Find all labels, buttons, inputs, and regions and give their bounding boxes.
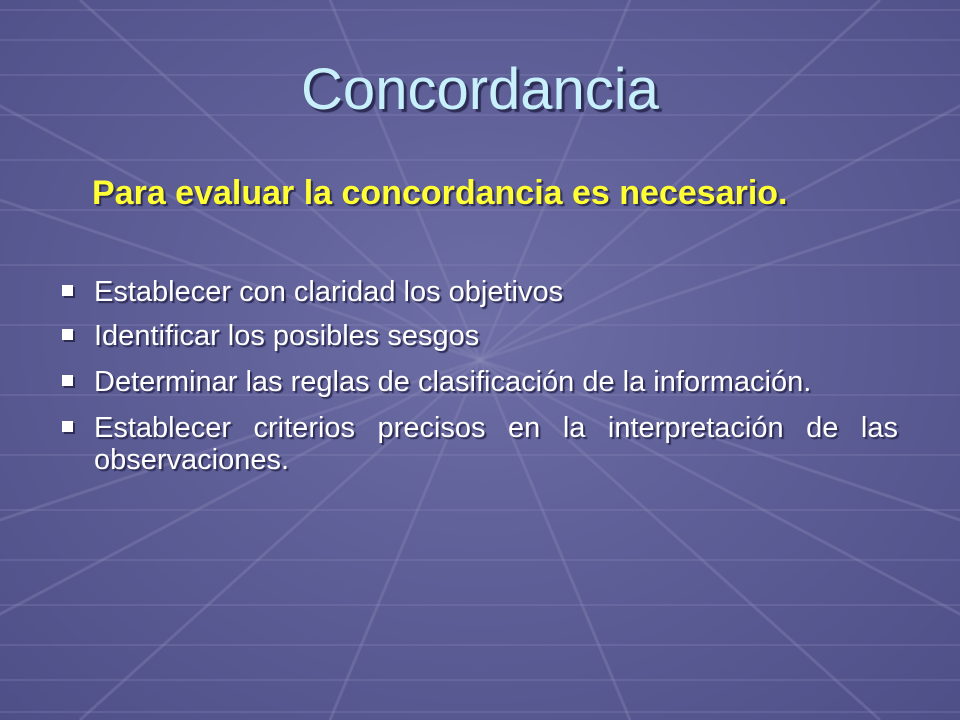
square-bullet-icon (62, 375, 73, 386)
list-item (60, 320, 898, 352)
bullet-text: Determinar las reglas de clasificación de la información. (94, 366, 812, 398)
square-bullet-icon (62, 421, 73, 432)
list-item (60, 366, 898, 398)
square-bullet-icon (62, 329, 73, 340)
list-item (60, 276, 898, 308)
list-item (60, 412, 898, 476)
slide-title: Concordancia (301, 57, 659, 122)
bullet-text: Establecer con claridad los objetivos (94, 276, 564, 308)
bullet-text: Identificar los posibles sesgos (94, 320, 480, 352)
square-bullet-icon (62, 285, 73, 296)
bullet-text: Establecer criterios precisos en la interpretación de las observaciones. (94, 412, 898, 476)
bullet-list (60, 276, 898, 490)
intro-text: Para evaluar la concordancia es necesario. (92, 174, 788, 212)
